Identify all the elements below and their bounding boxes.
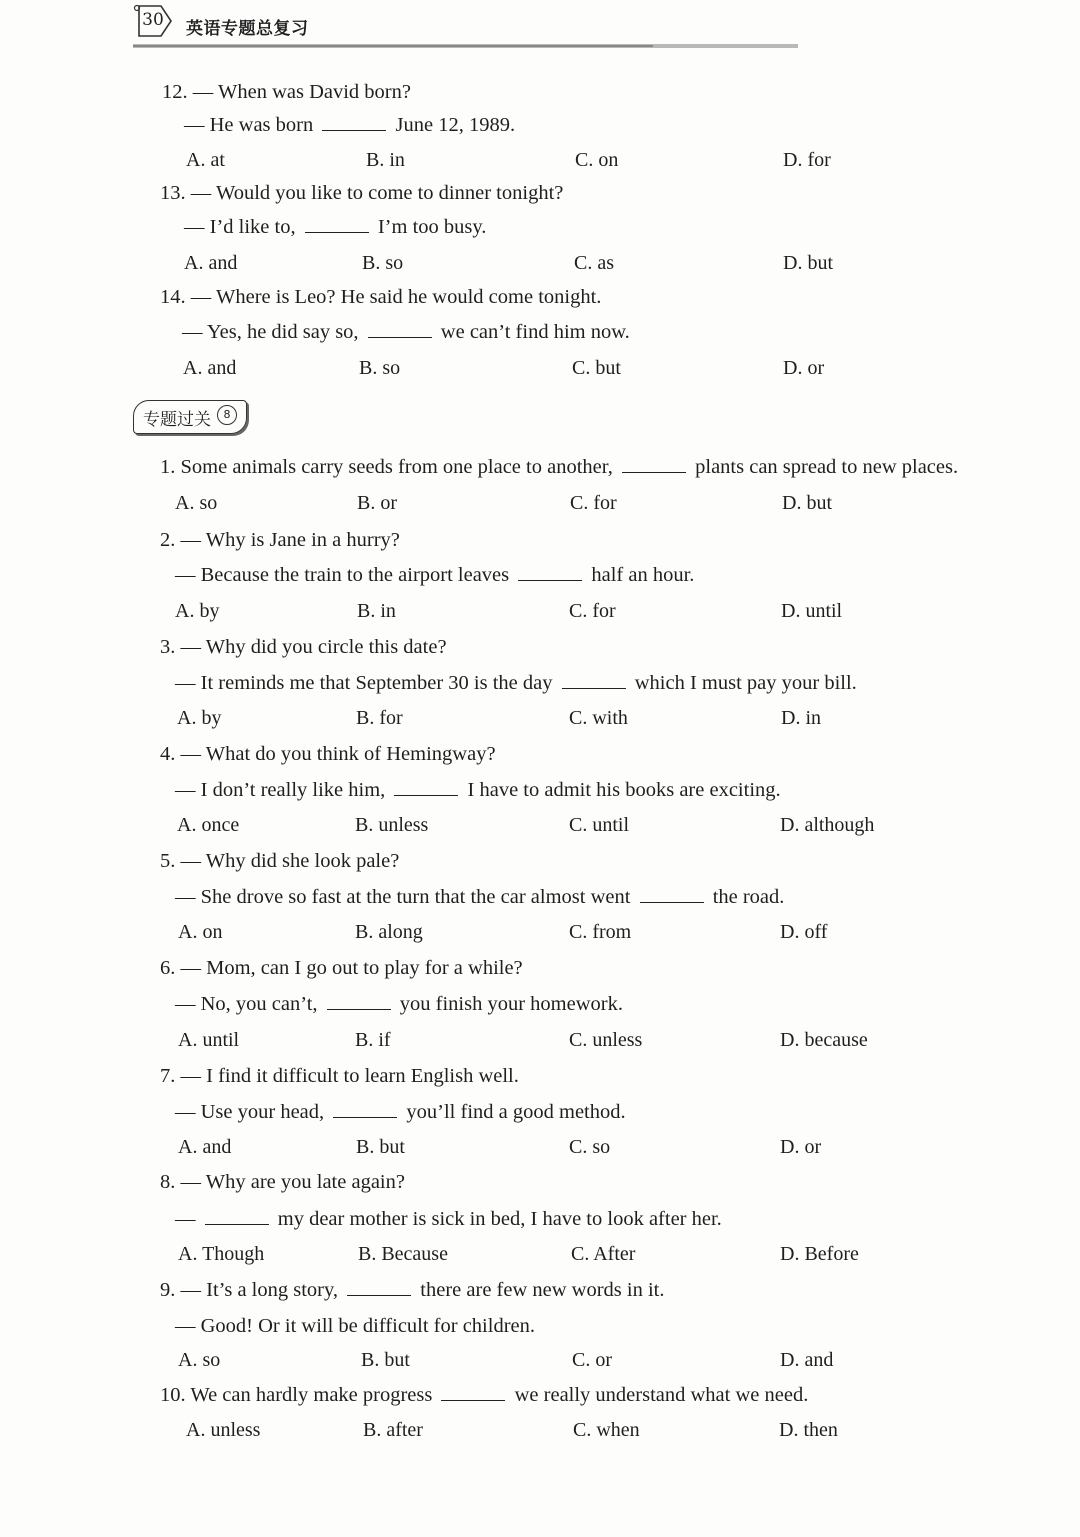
- question-text: — Good! Or it will be difficult for children.: [175, 1315, 536, 1337]
- answer-option: B. in: [366, 149, 405, 171]
- question-text: 9. — It’s a long story,: [160, 1279, 344, 1301]
- answer-option: D. and: [780, 1349, 834, 1371]
- answer-option: A. Though: [178, 1243, 265, 1265]
- answer-option: C. or: [572, 1349, 612, 1371]
- question-text: 7. — I find it difficult to learn English well.: [160, 1065, 519, 1087]
- answer-option: A. on: [178, 921, 223, 943]
- answer-option: D. but: [783, 252, 833, 274]
- question-text: 6. — Mom, can I go out to play for a while?: [160, 957, 523, 979]
- answer-option: C. on: [575, 149, 619, 171]
- answer-option: D. then: [779, 1419, 838, 1441]
- answer-blank: [322, 116, 386, 131]
- question-text: — Because the train to the airport leaves: [175, 564, 515, 586]
- answer-option: B. unless: [355, 814, 429, 836]
- question-text: you’ll find a good method.: [401, 1101, 626, 1123]
- question-text: —: [175, 1208, 201, 1230]
- section-title: 专题过关: [143, 410, 211, 430]
- page-number: 30: [142, 10, 164, 30]
- question-text: which I must pay your bill.: [629, 672, 857, 694]
- answer-blank: [347, 1281, 411, 1296]
- question-stem: [160, 1385, 808, 1406]
- answer-option: B. after: [363, 1419, 423, 1441]
- question-text: we really understand what we need.: [509, 1384, 809, 1406]
- answer-option: B. if: [355, 1029, 391, 1051]
- question-stem: [160, 958, 523, 979]
- answer-option: D. Before: [780, 1243, 859, 1265]
- answer-blank: [327, 995, 391, 1010]
- answer-option: C. for: [570, 492, 617, 514]
- answer-option: D. although: [780, 814, 875, 836]
- question-text: — I don’t really like him,: [175, 779, 391, 801]
- question-line: [175, 780, 781, 801]
- question-text: we can’t find him now.: [435, 321, 630, 343]
- question-text: my dear mother is sick in bed, I have to look after her.: [272, 1208, 722, 1230]
- answer-option: C. with: [569, 707, 628, 729]
- answer-option: C. After: [571, 1243, 636, 1265]
- answer-option: B. for: [356, 707, 403, 729]
- answer-blank: [333, 1103, 397, 1118]
- question-stem: [160, 744, 496, 765]
- question-stem: [160, 183, 563, 204]
- question-line: [175, 887, 784, 908]
- question-stem: [160, 1172, 405, 1193]
- question-text: 1. Some animals carry seeds from one place to another,: [160, 456, 618, 478]
- answer-option: A. and: [178, 1136, 232, 1158]
- answer-option: C. until: [569, 814, 630, 836]
- question-text: — No, you can’t,: [175, 993, 323, 1015]
- answer-option: A. until: [178, 1029, 240, 1051]
- answer-option: A. and: [184, 252, 238, 274]
- question-text: — I’d like to,: [184, 216, 301, 238]
- question-text: 13. — Would you like to come to dinner tonight?: [160, 182, 564, 204]
- answer-option: D. until: [781, 600, 843, 622]
- question-stem: [160, 530, 400, 551]
- question-stem: [160, 287, 601, 308]
- answer-blank: [368, 323, 432, 338]
- book-title: 英语专题总复习: [186, 19, 309, 39]
- answer-option: C. as: [574, 252, 614, 274]
- question-text: June 12, 1989.: [390, 114, 516, 136]
- answer-option: A. at: [186, 149, 225, 171]
- question-stem: [160, 851, 399, 872]
- answer-blank: [305, 218, 369, 233]
- question-text: I have to admit his books are exciting.: [462, 779, 781, 801]
- question-line: [184, 115, 515, 136]
- answer-option: D. or: [783, 357, 825, 379]
- answer-option: D. off: [780, 921, 828, 943]
- answer-option: D. in: [781, 707, 821, 729]
- question-text: plants can spread to new places.: [690, 456, 959, 478]
- answer-option: B. or: [357, 492, 397, 514]
- question-line: [175, 1102, 626, 1123]
- answer-option: C. but: [572, 357, 621, 379]
- answer-option: A. by: [175, 600, 220, 622]
- question-text: — It reminds me that September 30 is the day: [175, 672, 558, 694]
- question-text: you finish your homework.: [394, 993, 623, 1015]
- answer-option: B. but: [361, 1349, 410, 1371]
- answer-option: A. once: [177, 814, 240, 836]
- question-line: [182, 322, 630, 343]
- question-text: 10. We can hardly make progress: [160, 1384, 438, 1406]
- answer-blank: [640, 888, 704, 903]
- question-text: — Use your head,: [175, 1101, 330, 1123]
- question-text: 4. — What do you think of Hemingway?: [160, 743, 496, 765]
- header-divider: [133, 42, 798, 50]
- question-text: 5. — Why did she look pale?: [160, 850, 400, 872]
- section-number-icon: 8: [217, 405, 237, 425]
- answer-option: C. when: [573, 1419, 640, 1441]
- answer-option: B. in: [357, 600, 396, 622]
- answer-blank: [518, 566, 582, 581]
- answer-option: C. from: [569, 921, 632, 943]
- question-line: [175, 994, 623, 1015]
- question-line: [175, 565, 694, 586]
- answer-blank: [394, 781, 458, 796]
- answer-option: A. unless: [186, 1419, 261, 1441]
- answer-option: C. for: [569, 600, 616, 622]
- question-text: 3. — Why did you circle this date?: [160, 636, 447, 658]
- question-line: [184, 217, 486, 238]
- question-stem: [160, 1066, 519, 1087]
- answer-option: B. so: [362, 252, 404, 274]
- question-text: 8. — Why are you late again?: [160, 1171, 405, 1193]
- answer-option: D. for: [783, 149, 831, 171]
- question-text: — Yes, he did say so,: [182, 321, 364, 343]
- answer-option: D. because: [780, 1029, 868, 1051]
- answer-option: C. so: [569, 1136, 611, 1158]
- question-line: [175, 1209, 722, 1230]
- question-text: 2. — Why is Jane in a hurry?: [160, 529, 400, 551]
- answer-option: A. so: [178, 1349, 221, 1371]
- answer-option: B. but: [356, 1136, 405, 1158]
- answer-option: B. along: [355, 921, 423, 943]
- question-stem: [160, 1280, 665, 1301]
- answer-blank: [205, 1210, 269, 1225]
- question-stem: [162, 82, 411, 103]
- question-line: [175, 673, 857, 694]
- question-text: half an hour.: [586, 564, 695, 586]
- answer-blank: [562, 674, 626, 689]
- question-text: — He was born: [184, 114, 319, 136]
- question-text: — She drove so fast at the turn that the car almost went: [175, 886, 636, 908]
- question-text: 14. — Where is Leo? He said he would come tonight.: [160, 286, 602, 308]
- answer-option: A. so: [175, 492, 218, 514]
- question-text: 12. — When was David born?: [162, 81, 411, 103]
- answer-blank: [622, 458, 686, 473]
- answer-option: B. so: [359, 357, 401, 379]
- answer-option: C. unless: [569, 1029, 643, 1051]
- question-text: I’m too busy.: [372, 216, 487, 238]
- answer-option: A. by: [177, 707, 222, 729]
- question-stem: [160, 457, 958, 478]
- page-header: [0, 0, 1080, 60]
- question-text: there are few new words in it.: [415, 1279, 665, 1301]
- answer-option: D. but: [782, 492, 832, 514]
- question-line: [175, 1316, 535, 1337]
- answer-option: B. Because: [358, 1243, 448, 1265]
- answer-blank: [441, 1386, 505, 1401]
- question-stem: [160, 637, 447, 658]
- question-text: the road.: [707, 886, 785, 908]
- answer-option: D. or: [780, 1136, 822, 1158]
- answer-option: A. and: [183, 357, 237, 379]
